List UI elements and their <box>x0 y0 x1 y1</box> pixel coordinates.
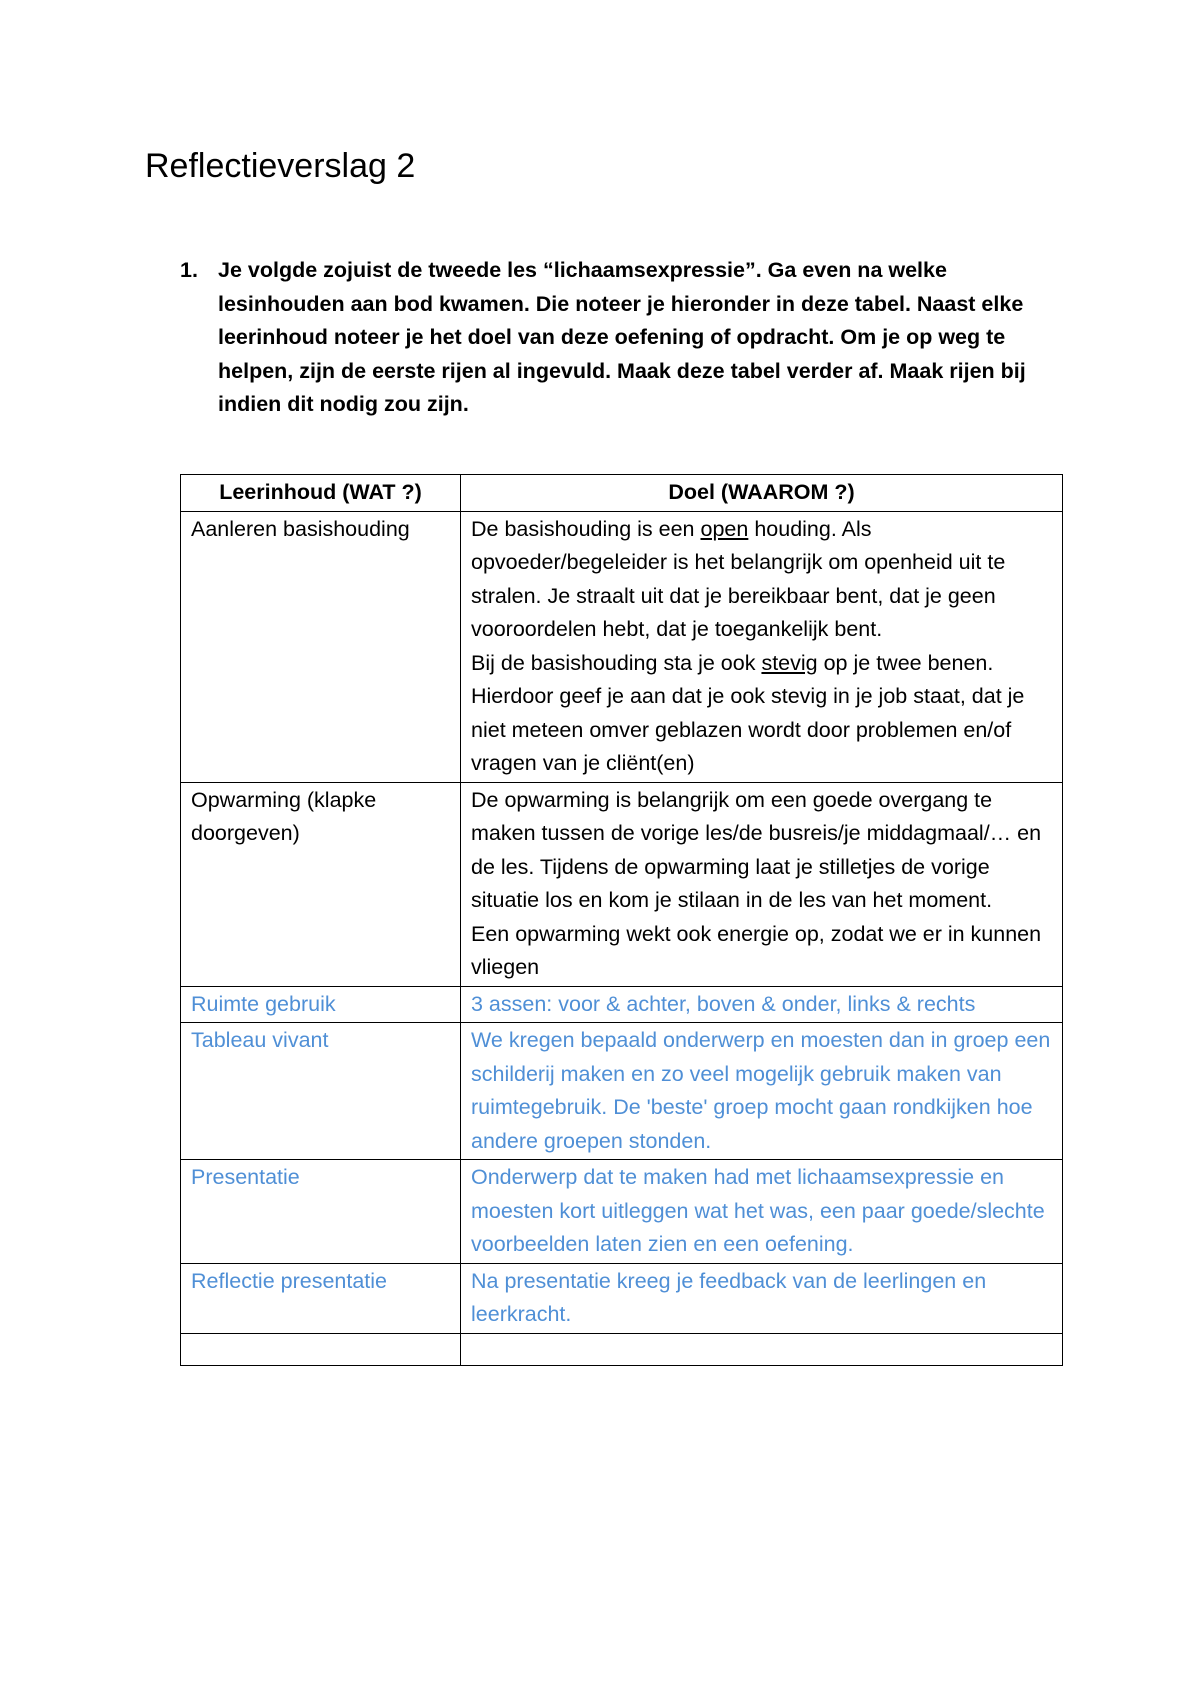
cell-doel: Na presentatie kreeg je feedback van de leerlingen en leerkracht. <box>461 1263 1063 1333</box>
cell-leerinhoud: Ruimte gebruik <box>181 986 461 1023</box>
cell-doel <box>461 782 1063 986</box>
cell-doel <box>461 1333 1063 1365</box>
doel-text: Bij de basishouding sta je ook <box>471 650 762 675</box>
doel-text: De basishouding is een <box>471 516 701 541</box>
table-row <box>181 1023 1063 1160</box>
underlined-word: open <box>700 516 749 541</box>
cell-leerinhoud <box>181 1333 461 1365</box>
cell-doel: 3 assen: voor & achter, boven & onder, links & rechts <box>461 986 1063 1023</box>
cell-leerinhoud: Opwarming (klapke doorgeven) <box>181 782 461 986</box>
cell-leerinhoud: Reflectie presentatie <box>181 1263 461 1333</box>
cell-leerinhoud: Tableau vivant <box>181 1023 461 1160</box>
question-number: 1. <box>180 258 198 282</box>
cell-leerinhoud: Aanleren basishouding <box>181 511 461 782</box>
table-row <box>181 986 1063 1023</box>
doel-paragraph: De opwarming is belangrijk om een goede overgang te maken tussen de vorige les/de busreis/je middagmaal/… en de les. Tijdens de opwarming laat je stilletjes de vorige situatie los en kom je stilaan in de les van het moment. <box>471 787 1042 912</box>
header-leerinhoud: Leerinhoud (WAT ?) <box>181 475 461 512</box>
document-title: Reflectieverslag 2 <box>145 147 416 185</box>
question-1 <box>180 254 1060 422</box>
cell-doel <box>461 511 1063 782</box>
doel-text: op je twee benen. Hierdoor geef je aan dat je ook stevig in je job staat, dat je niet meteen omver geblazen wordt door problemen en/of vragen van je cliënt(en) <box>471 650 1025 775</box>
table-row <box>181 1160 1063 1264</box>
table-row <box>181 1263 1063 1333</box>
table-header-row <box>181 475 1063 512</box>
table-row-empty <box>181 1333 1063 1365</box>
table-row <box>181 782 1063 986</box>
doel-text: houding. Als opvoeder/begeleider is het belangrijk om openheid uit te stralen. Je straalt uit dat je bereikbaar bent, dat je geen vooroordelen hebt, dat je toegankelijk bent. <box>471 516 1006 641</box>
doel-paragraph <box>471 513 1052 647</box>
cell-doel: We kregen bepaald onderwerp en moesten dan in groep een schilderij maken en zo veel mogelijk gebruik maken van ruimtegebruik. De 'beste' groep mocht gaan rondkijken hoe andere groepen stonden. <box>461 1023 1063 1160</box>
doel-paragraph <box>471 647 1052 781</box>
lesson-table <box>180 474 1063 1366</box>
table-row <box>181 511 1063 782</box>
doel-paragraph: Een opwarming wekt ook energie op, zodat we er in kunnen vliegen <box>471 921 1042 979</box>
header-doel: Doel (WAAROM ?) <box>461 475 1063 512</box>
question-text: Je volgde zojuist de tweede les “lichaamsexpressie”. Ga even na welke lesinhouden aan bod kwamen. Die noteer je hieronder in deze tabel. Naast elke leerinhoud noteer je het doel van deze oefening of opdracht. Om je op weg te helpen, zijn de eerste rijen al ingevuld. Maak deze tabel verder af. Maak rijen bij indien dit nodig zou zijn. <box>218 258 1026 416</box>
underlined-word: stevig <box>761 650 818 675</box>
cell-leerinhoud: Presentatie <box>181 1160 461 1264</box>
cell-doel: Onderwerp dat te maken had met lichaamsexpressie en moesten kort uitleggen wat het was, een paar goede/slechte voorbeelden laten zien en een oefening. <box>461 1160 1063 1264</box>
